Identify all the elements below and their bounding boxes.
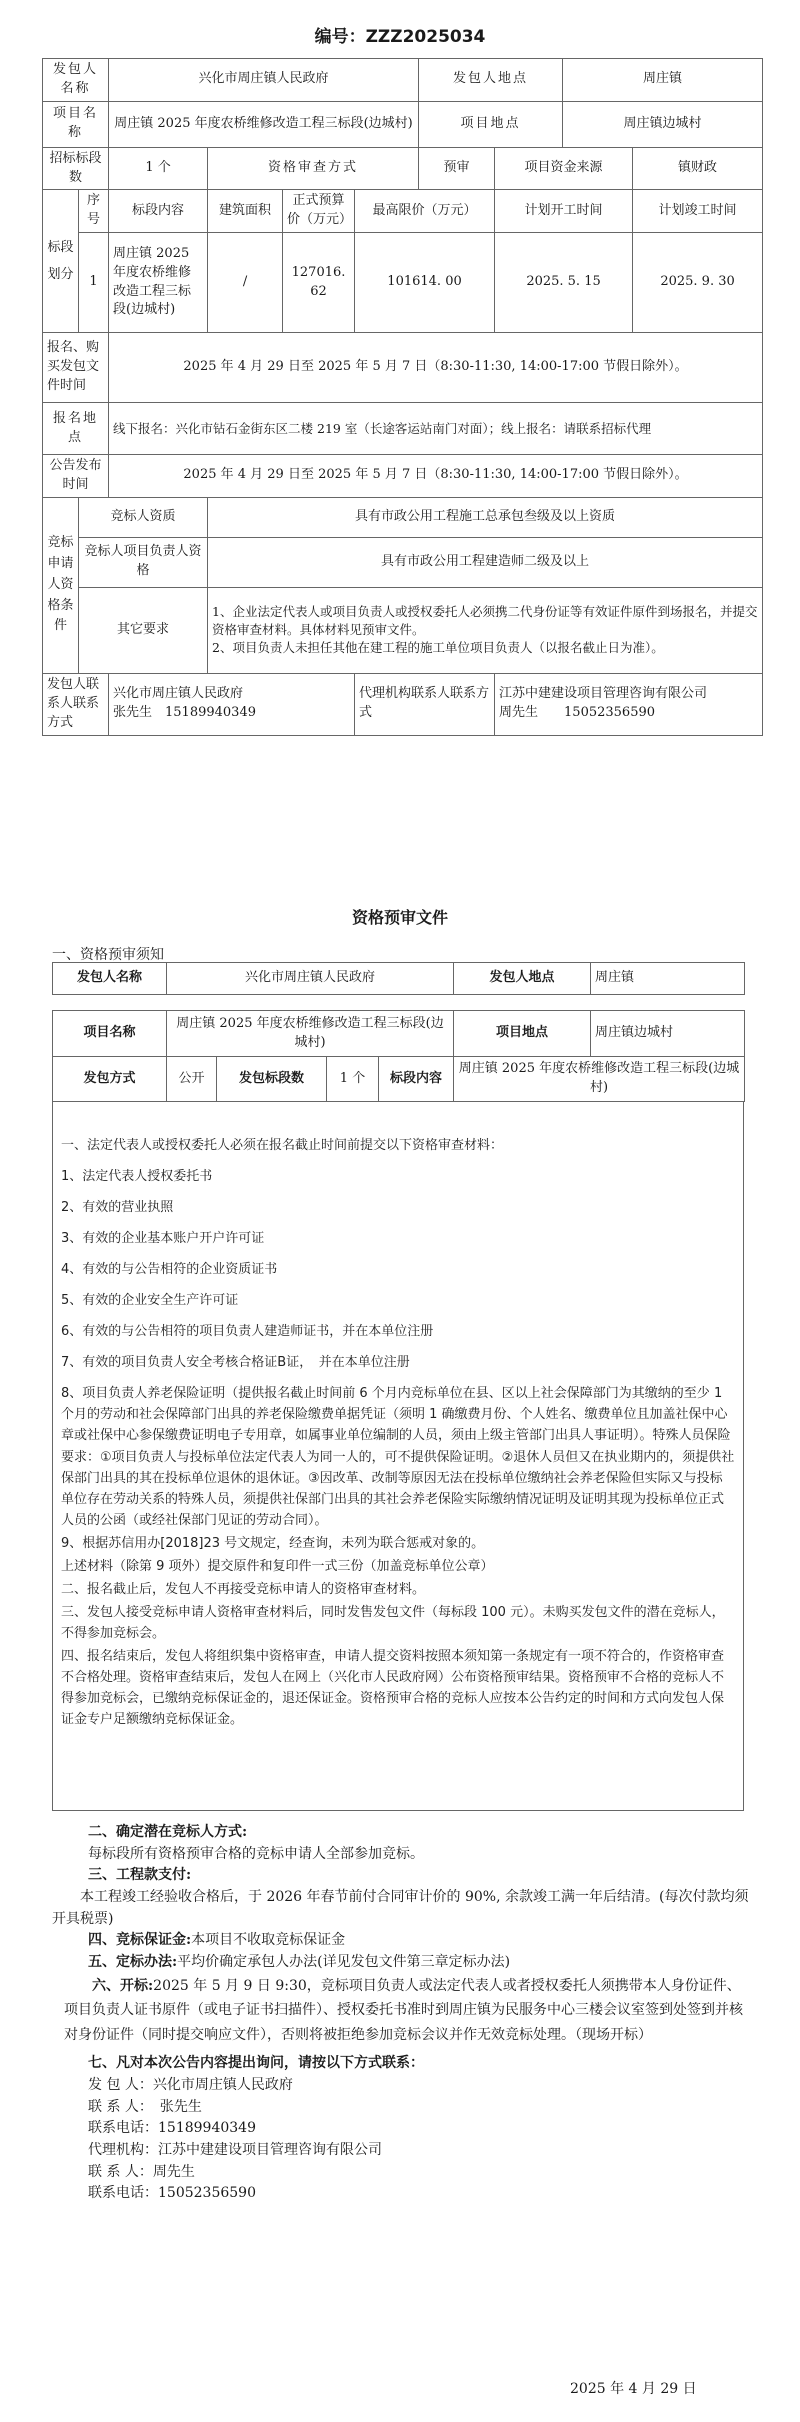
contact-issuer-person: 联 系 人： 张先生: [88, 2098, 202, 2115]
signup-location-label: 报名地点: [43, 403, 109, 455]
prequal-issuer-value: 兴化市周庄镇人民政府: [167, 963, 454, 995]
qual-other-item-1: 1、企业法定代表人或项目负责人或授权委托人必须携二代身份证等有效证件原件到场报名，并提交资格审查材料。具体材料见预审文件。: [212, 604, 758, 638]
agent-value: [495, 673, 763, 735]
prequal-notice-body: [52, 1101, 744, 1811]
prequal-location-label: 发包人地点: [454, 963, 591, 995]
row-limit: 101614. 00: [355, 233, 495, 333]
notice-time-value: 2025 年 4 月 29 日至 2025 年 5 月 7 日（8:30-11:30, 14:00-17:00 节假日除外）。: [109, 455, 763, 498]
prequal-project-value: 周庄镇 2025 年度农桥维修改造工程三标段(边城村): [167, 1011, 454, 1057]
lot-division-label: 标段划分: [43, 190, 79, 333]
row-budget: 127016. 62: [283, 233, 355, 333]
contact-agent: 代理机构：江苏中建建设项目管理咨询有限公司: [88, 2142, 382, 2159]
agent-person: 周先生 15052356590: [499, 705, 656, 721]
body-item-8: 8、项目负责人养老保险证明（提供报名截止时间前 6 个月内竞标单位在县、区以上社会保障部门为其缴纳的至少 1 个月的劳动和社会保障部门出具的养老保险缴费单据凭证（须明 1 确缴费月份、个人姓名、缴费单位且加盖社保中心章或社保中心参保缴费证明电子专用章，如属事业单位编制的人员，须由上级主管部门出具人事证明）。特殊人员保险要求：①项目负责人与投标单位法定代表人为同一人的，可不提供保险证明。②退休人员但又在执业期内的，须提供社保部门出具的其在投标单位退休的退休证。③因改革、改制等原因无法在投标单位缴纳社会养老保险但实际又与投标单位存在劳动关系的特殊人员，须提供社保部门出具的其社会养老保险实际缴纳情况证明及证明其现为投标单位正式人员的公函（或经社保部门见证的劳动合同）。: [61, 1386, 735, 1528]
tail-text-2: 每标段所有资格预审合格的竞标申请人全部参加竞标。: [88, 1845, 424, 1862]
prequal-site-label: 项目地点: [454, 1011, 591, 1057]
prequal-method-label: 发包方式: [53, 1057, 167, 1102]
document-date: 2025 年 4 月 29 日: [570, 2381, 697, 2397]
tail-heading-7: 七、凡对本次公告内容提出询问，请按以下方式联系：: [88, 2055, 424, 2072]
prequal-content-value: 周庄镇 2025 年度农桥维修改造工程三标段(边城村): [454, 1057, 745, 1102]
tail-row-5: [52, 1952, 752, 1974]
contact-org: 兴化市周庄镇人民政府: [113, 686, 244, 702]
tail-heading-3: 三、工程款支付:: [88, 1867, 192, 1884]
site-value: 周庄镇边城村: [563, 101, 763, 147]
tail-heading-5: 五、定标办法:: [88, 1954, 178, 1971]
col-end: 计划竣工时间: [633, 190, 763, 233]
tail-heading-2: 二、确定潜在竞标人方式:: [88, 1824, 248, 1840]
contact-issuer-phone: 联系电话：15189940349: [88, 2120, 256, 2137]
contact-value: [109, 673, 355, 735]
notice-time-label: 公告发布时间: [43, 455, 109, 498]
qual-cert-value: 具有市政公用工程施工总承包叁级及以上资质: [208, 497, 763, 537]
contact-agent-phone: 联系电话：15052356590: [88, 2185, 256, 2202]
row-end: 2025. 9. 30: [633, 233, 763, 333]
issuer-location-value: 周庄镇: [563, 59, 763, 102]
qual-other-item-2: 2、项目负责人未担任其他在建工程的施工单位项目负责人（以报名截止日为准）。: [212, 640, 664, 656]
review-method-label: 资格审查方式: [208, 147, 419, 190]
tail-heading-4: 四、竞标保证金:: [88, 1932, 192, 1949]
body-item-7: 7、有效的项目负责人安全考核合格证B证， 并在本单位注册: [61, 1355, 410, 1371]
site-label: 项目地点: [419, 101, 563, 147]
row-content: 周庄镇 2025 年度农桥维修改造工程三标段(边城村): [109, 233, 208, 333]
tail-text-3: 本工程竣工经验收合格后，于 2026 年春节前付合同审计价的 90%, 余款竣工满一年后结清。(每次付款均须开具税票): [52, 1889, 749, 1927]
qual-other-label: 其它要求: [79, 587, 208, 673]
row-area: /: [208, 233, 283, 333]
lots-label: 招标标段数: [43, 147, 109, 190]
body-item-13: 四、报名结束后，发包人将组织集中资格审查，申请人提交资料按照本须知第一条规定有一项不符合的，作资格审查不合格处理。资格审查结束后，发包人在网上（兴化市人民政府网）公布资格预审结果。资格预审不合格的竞标人不得参加竞标会，已缴纳竞标保证金的，退还保证金。资格预审合格的竞标人应按本公告约定的时间和方式向发包人保证金专户足额缴纳竞标保证金。: [61, 1648, 725, 1728]
signup-time-label: 报名、购买发包文件时间: [43, 333, 109, 403]
body-item-6: 6、有效的与公告相符的项目负责人建造师证书，并在本单位注册: [61, 1324, 434, 1340]
tail-text-6: 2025 年 5 月 9 日 9:30，竞标项目负责人或法定代表人或者授权委托人须携带本人身份证件、项目负责人证书原件（或电子证书扫描件）、授权委托书准时到周庄镇为民服务中心三楼会议室签到处签到并核对身份证件（同时提交响应文件），否则将被拒绝参加竞标会议并作无效竞标处理。（现场开标）: [64, 1977, 743, 2043]
qual-manager-label: 竞标人项目负责人资格: [79, 537, 208, 587]
prequal-project-table: [52, 1010, 745, 1102]
col-content: 标段内容: [109, 190, 208, 233]
body-item-12: 三、发包人接受竞标申请人资格审查材料后，同时发售发包文件（每标段 100 元）。未购买发包文件的潜在竞标人，不得参加竞标会。: [61, 1604, 725, 1641]
prequal-issuer-table: [52, 962, 745, 995]
subsection-heading: 一、资格预审须知: [52, 947, 164, 963]
contact-label: 发包人联系人联系方式: [43, 673, 109, 735]
prequal-issuer-label: 发包人名称: [53, 963, 167, 995]
prequal-content-label: 标段内容: [379, 1057, 454, 1102]
notice-tail: [52, 1822, 752, 2205]
fund-source-value: 镇财政: [633, 147, 763, 190]
body-item-2: 2、有效的营业执照: [61, 1200, 174, 1216]
col-start: 计划开工时间: [495, 190, 633, 233]
col-seq: 序号: [79, 190, 109, 233]
tail-text-5: 平均价确定承包人办法(详见发包文件第三章定标办法): [177, 1954, 511, 1971]
agent-org: 江苏中建建设项目管理咨询有限公司: [499, 686, 708, 702]
notice-summary-table: [42, 58, 763, 736]
document-number: 编号：ZZZ2025034: [314, 27, 486, 47]
qual-other-value: [208, 587, 763, 673]
lots-value: 1 个: [109, 147, 208, 190]
col-limit: 最高限价（万元）: [355, 190, 495, 233]
body-item-3: 3、有效的企业基本账户开户许可证: [61, 1231, 265, 1247]
col-area: 建筑面积: [208, 190, 283, 233]
review-method-value: 预审: [419, 147, 495, 190]
prequal-site-value: 周庄镇边城村: [591, 1011, 745, 1057]
prequal-method-value: 公开: [167, 1057, 217, 1102]
body-item-10: 上述材料（除第 9 项外）提交原件和复印件一式三份（加盖竞标单位公章）: [61, 1558, 494, 1574]
body-item-1: 1、法定代表人授权委托书: [61, 1169, 213, 1185]
qualification-label: 竞标申请人资格条件: [43, 497, 79, 673]
agent-label: 代理机构联系人联系方式: [355, 673, 495, 735]
prequal-location-value: 周庄镇: [591, 963, 745, 995]
project-value: 周庄镇 2025 年度农桥维修改造工程三标段(边城村): [109, 101, 419, 147]
issuer-location-label: 发包人地点: [419, 59, 563, 102]
qual-manager-value: 具有市政公用工程建造师二级及以上: [208, 537, 763, 587]
issuer-value: 兴化市周庄镇人民政府: [109, 59, 419, 102]
project-label: 项目名称: [43, 101, 109, 147]
issuer-label: 发包人名称: [43, 59, 109, 102]
prequal-lots-label: 发包标段数: [217, 1057, 327, 1102]
body-item-0: 一、法定代表人或授权委托人必须在报名截止时间前提交以下资格审查材料：: [61, 1138, 504, 1153]
fund-source-label: 项目资金来源: [495, 147, 633, 190]
tail-text-4: 本项目不收取竞标保证金: [191, 1932, 346, 1949]
tail-row-6: [52, 1974, 752, 2048]
contact-issuer: 发 包 人：兴化市周庄镇人民政府: [88, 2077, 293, 2093]
tail-row-4: [52, 1930, 752, 1952]
prequal-project-label: 项目名称: [53, 1011, 167, 1057]
body-item-4: 4、有效的与公告相符的企业资质证书: [61, 1262, 278, 1278]
col-budget: 正式预算价（万元）: [283, 190, 355, 233]
contact-person: 张先生 15189940349: [113, 705, 256, 721]
section-title: 资格预审文件: [351, 908, 448, 927]
contact-agent-person: 联 系 人：周先生: [88, 2163, 195, 2180]
signup-location-value: 线下报名：兴化市钻石金街东区二楼 219 室（长途客运站南门对面）；线上报名：请联系招标代理: [109, 403, 763, 455]
body-item-11: 二、报名截止后，发包人不再接受竞标申请人的资格审查材料。: [61, 1581, 426, 1597]
row-seq: 1: [79, 233, 109, 333]
qual-cert-label: 竞标人资质: [79, 497, 208, 537]
row-start: 2025. 5. 15: [495, 233, 633, 333]
body-item-5: 5、有效的企业安全生产许可证: [61, 1293, 239, 1309]
signup-time-value: 2025 年 4 月 29 日至 2025 年 5 月 7 日（8:30-11:30, 14:00-17:00 节假日除外）。: [109, 333, 763, 403]
tail-heading-6: 六、开标:: [92, 1977, 154, 1994]
body-item-9: 9、根据苏信用办[2018]23 号文规定，经查询，未列为联合惩戒对象的。: [61, 1535, 485, 1551]
prequal-lots-value: 1 个: [327, 1057, 379, 1102]
